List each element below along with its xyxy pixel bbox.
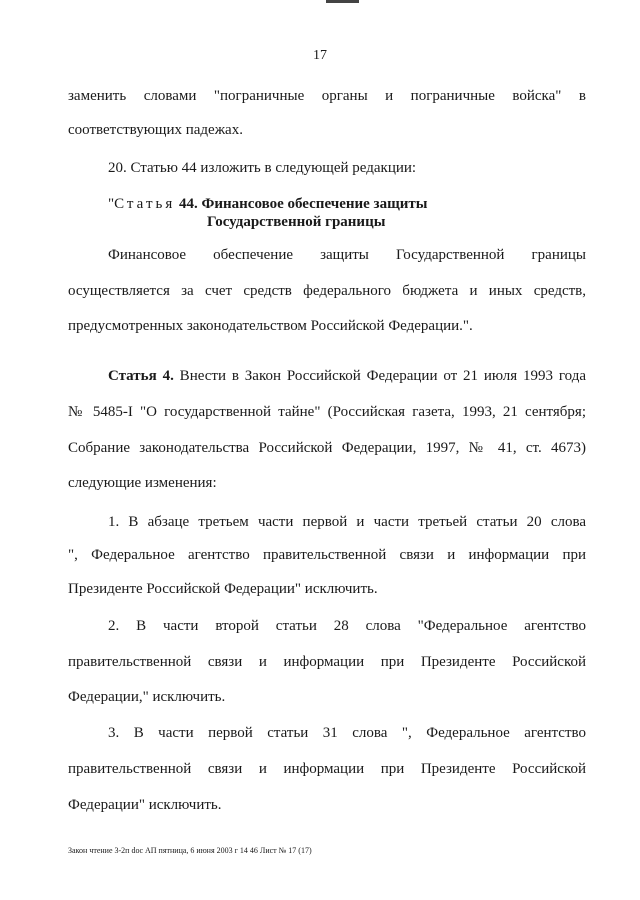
heading-article-title: 44. Финансовое обеспечение защиты xyxy=(175,196,428,212)
text-line-3: 20. Статью 44 изложить в следующей редакции: xyxy=(108,160,417,176)
text-line-6: Финансовое обеспечение защиты Государственной границы xyxy=(108,247,586,263)
item-2-line-3: Федерации," исключить. xyxy=(68,689,226,705)
text-line-7: осуществляется за счет средств федерального бюджета и иных средств, xyxy=(68,283,586,299)
article-4-text: Внести в Закон Российской Федерации от 21 июля 1993 года xyxy=(173,368,586,384)
item-1-line-2: ", Федеральное агентство правительственной связи и информации при xyxy=(68,547,586,563)
text-line-8: предусмотренных законодательством Российской Федерации.". xyxy=(68,318,473,334)
top-rule xyxy=(326,0,359,3)
text-line-2: соответствующих падежах. xyxy=(68,122,243,138)
item-1-line-3: Президенте Российской Федерации" исключить. xyxy=(68,581,378,597)
item-3-line-2: правительственной связи и информации при Президенте Российской xyxy=(68,761,586,777)
item-1-line-1: 1. В абзаце третьем части первой и части третьей статьи 20 слова xyxy=(108,514,586,530)
article-44-heading xyxy=(108,194,586,214)
text-line-11: Собрание законодательства Российской Федерации, 1997, № 41, ст. 4673) xyxy=(68,440,586,456)
page-footer: Закон чтение 3-2п doc АП пятница, 6 июня 2003 г 14 46 Лист № 17 (17) xyxy=(68,846,312,855)
heading-quote: " xyxy=(108,196,115,212)
heading-article-word: Статья xyxy=(114,196,176,212)
text-line-1: заменить словами "пограничные органы и пограничные войска" в xyxy=(68,88,586,104)
page-number: 17 xyxy=(313,48,327,63)
item-3-line-1: 3. В части первой статьи 31 слова ", Федеральное агентство xyxy=(108,725,586,741)
item-3-line-3: Федерации" исключить. xyxy=(68,797,222,813)
text-line-10: № 5485-I "О государственной тайне" (Российская газета, 1993, 21 сентября; xyxy=(68,404,586,420)
item-2-line-2: правительственной связи и информации при Президенте Российской xyxy=(68,654,586,670)
article-4-label: Статья 4. xyxy=(108,368,174,384)
text-line-12: следующие изменения: xyxy=(68,475,217,491)
article-44-heading-line-2: Государственной границы xyxy=(207,214,386,230)
article-4-line xyxy=(108,366,586,386)
item-2-line-1: 2. В части второй статьи 28 слова "Федеральное агентство xyxy=(108,618,586,634)
